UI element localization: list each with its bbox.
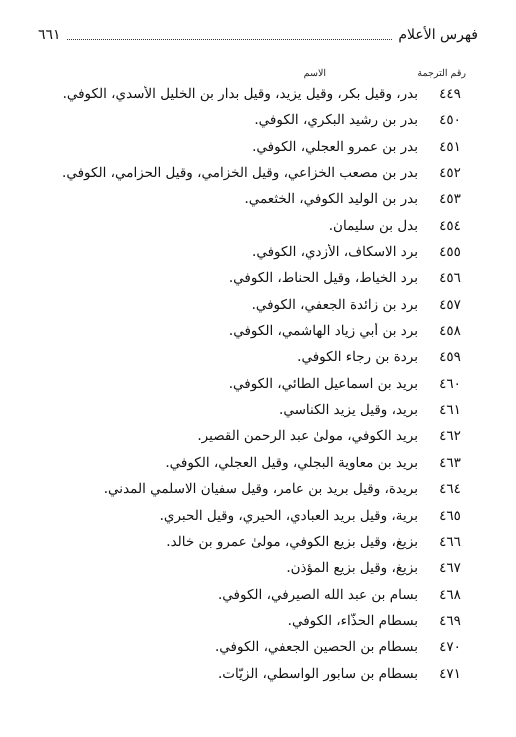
list-item bbox=[38, 455, 478, 481]
entry-number: ٤٦٠ bbox=[439, 375, 461, 392]
column-header-number: رقم الترجمة bbox=[417, 68, 466, 79]
entry-name: بدر بن عمرو العجلي، الكوفي. bbox=[252, 138, 418, 155]
column-header-name: الاسم bbox=[303, 68, 326, 79]
entry-name: برد بن زائدة الجعفي، الكوفي. bbox=[251, 296, 418, 313]
list-item bbox=[38, 613, 478, 639]
list-item bbox=[38, 481, 478, 507]
entry-number: ٤٥٦ bbox=[439, 270, 461, 287]
list-item bbox=[38, 349, 478, 375]
entry-number: ٤٤٩ bbox=[439, 86, 461, 102]
dotted-leader bbox=[67, 30, 393, 40]
entry-name: بدر بن رشيد البكري، الكوفي. bbox=[254, 112, 418, 129]
column-headers bbox=[38, 68, 478, 82]
entry-name: بريدة، وقيل بريد بن عامر، وقيل سفيان الاسلمي المدني. bbox=[103, 481, 418, 498]
list-item bbox=[38, 112, 478, 138]
list-item bbox=[38, 376, 478, 402]
entry-name: بريد بن اسماعيل الطائي، الكوفي. bbox=[228, 375, 418, 392]
entry-number: ٤٧٠ bbox=[439, 639, 461, 656]
entry-number: ٤٥٢ bbox=[439, 165, 461, 182]
entry-list bbox=[38, 86, 478, 692]
entry-number: ٤٦١ bbox=[439, 402, 461, 419]
entry-number: ٤٥٧ bbox=[439, 296, 461, 313]
entry-number: ٤٦٣ bbox=[439, 454, 461, 471]
entry-name: بسطام الحذّاء، الكوفي. bbox=[287, 612, 418, 629]
list-item bbox=[38, 560, 478, 586]
list-item bbox=[38, 244, 478, 270]
entry-name: بسطام بن سابور الواسطي، الزيّات. bbox=[218, 665, 418, 682]
entry-number: ٤٥٣ bbox=[439, 191, 461, 208]
entry-name: بريد بن معاوية البجلي، وقيل العجلي، الكوفي. bbox=[165, 454, 418, 471]
entry-number: ٤٦٥ bbox=[439, 507, 461, 524]
entry-number: ٤٥٠ bbox=[439, 112, 461, 129]
list-item bbox=[38, 139, 478, 165]
entry-name: بدل بن سليمان. bbox=[328, 217, 418, 234]
page-number: ٦٦١ bbox=[38, 27, 61, 43]
entry-name: بزيغ، وقيل بزيع الكوفي، مولىٰ عمرو بن خالد. bbox=[166, 533, 418, 550]
entry-name: بردة بن رجاء الكوفي. bbox=[297, 349, 418, 366]
entry-name: بزيغ، وقيل بزيع المؤذن. bbox=[286, 560, 418, 577]
list-item bbox=[38, 402, 478, 428]
list-item bbox=[38, 86, 478, 112]
list-item bbox=[38, 165, 478, 191]
entry-number: ٤٥٩ bbox=[439, 349, 461, 366]
list-item bbox=[38, 508, 478, 534]
entry-number: ٤٦٤ bbox=[439, 481, 461, 498]
list-item bbox=[38, 297, 478, 323]
entry-number: ٤٥٥ bbox=[439, 244, 461, 261]
running-head bbox=[38, 24, 478, 46]
entry-name: برد بن أبي زياد الهاشمي، الكوفي. bbox=[228, 323, 418, 340]
entry-number: ٤٥١ bbox=[439, 138, 461, 155]
entry-name: بريد الكوفي، مولىٰ عبد الرحمن القصير. bbox=[197, 428, 418, 445]
list-item bbox=[38, 666, 478, 692]
entry-number: ٤٧١ bbox=[439, 665, 461, 682]
entry-name: برية، وقيل بريد العبادي، الحيري، وقيل الحبري. bbox=[159, 507, 418, 524]
running-head-title: فهرس الأعلام bbox=[398, 27, 478, 43]
entry-name: بدر بن الوليد الكوفي، الخثعمي. bbox=[244, 191, 418, 208]
entry-number: ٤٦٩ bbox=[439, 612, 461, 629]
entry-number: ٤٥٨ bbox=[439, 323, 461, 340]
list-item bbox=[38, 323, 478, 349]
list-item bbox=[38, 587, 478, 613]
entry-name: بسام بن عبد الله الصيرفي، الكوفي. bbox=[218, 586, 418, 603]
list-item bbox=[38, 428, 478, 454]
entry-number: ٤٦٧ bbox=[439, 560, 461, 577]
entry-name: برد الاسكاف، الأزدي، الكوفي. bbox=[252, 244, 418, 261]
entry-name: بريد، وقيل يزيد الكناسي. bbox=[279, 402, 418, 419]
list-item bbox=[38, 639, 478, 665]
list-item bbox=[38, 270, 478, 296]
list-item bbox=[38, 191, 478, 217]
entry-name: بدر، وقيل بكر، وقيل يزيد، وقيل بدار بن الخليل الأسدي، الكوفي. bbox=[62, 86, 418, 102]
entry-number: ٤٥٤ bbox=[439, 217, 461, 234]
entry-number: ٤٦٦ bbox=[439, 533, 461, 550]
entry-name: بدر بن مصعب الخزاعي، وقيل الخزامي، وقيل الحزامي، الكوفي. bbox=[62, 165, 418, 182]
list-item bbox=[38, 534, 478, 560]
entry-name: بسطام بن الحصين الجعفي، الكوفي. bbox=[214, 639, 418, 656]
entry-number: ٤٦٢ bbox=[439, 428, 461, 445]
list-item bbox=[38, 218, 478, 244]
entry-number: ٤٦٨ bbox=[439, 586, 461, 603]
entry-name: برد الخياط، وقيل الحناط، الكوفي. bbox=[228, 270, 418, 287]
